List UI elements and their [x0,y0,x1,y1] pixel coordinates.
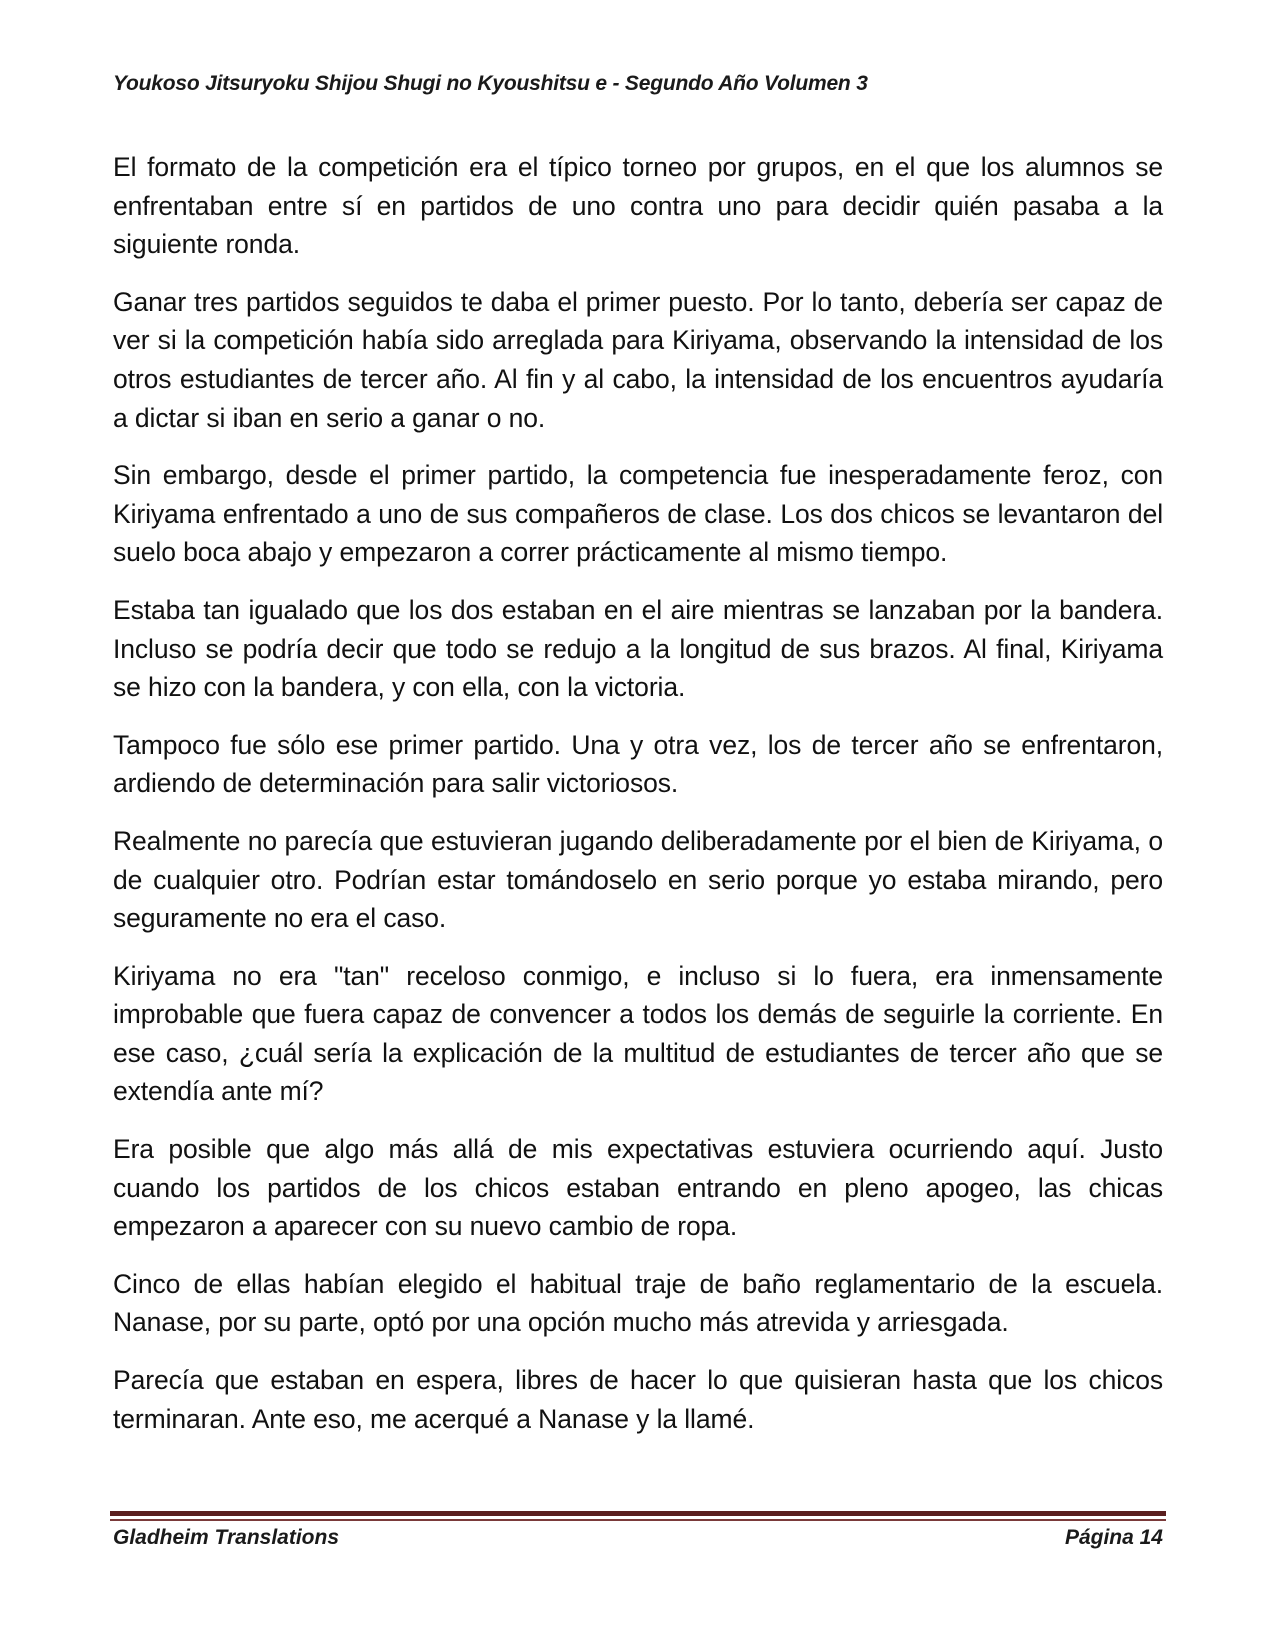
paragraph-6: Realmente no parecía que estuvieran jugando deliberadamente por el bien de Kiriyama, o de cualquier otro. Podrían estar tomándoselo en serio porque yo estaba mirando, pero seguramente no era el caso. [113,825,1163,934]
footer-page-number: Página 14 [1064,1526,1163,1549]
paragraph-1: El formato de la competición era el típico torneo por grupos, en el que los alumnos se enfrentaban entre sí en partidos de uno contra uno para decidir quién pasaba a la siguiente ronda. [113,152,1163,260]
paragraph-10: Parecía que estaban en espera, libres de hacer lo que quisieran hasta que los chicos terminaran. Ante eso, me acerqué a Nanase y la llamé. [113,1365,1163,1434]
footer-translator-credit: Gladheim Translations [113,1526,340,1549]
footer-divider-thin [110,1519,1166,1521]
paragraph-8: Era posible que algo más allá de mis expectativas estuviera ocurriendo aquí. Justo cuando los partidos de los chicos estaban entrando en pleno apogeo, las chicas empezaron a aparecer con su nuevo cambio de ropa. [113,1134,1163,1242]
footer-divider-thick [110,1511,1166,1516]
paragraph-3: Sin embargo, desde el primer partido, la competencia fue inesperadamente feroz, con Kiriyama enfrentado a uno de sus compañeros de clase. Los dos chicos se levantaron del suelo boca abajo y empezaron a correr prácticamente al mismo tiempo. [113,460,1163,568]
paragraph-7: Kiriyama no era "tan" receloso conmigo, e incluso si lo fuera, era inmensamente improbable que fuera capaz de convencer a todos los demás de seguirle la corriente. En ese caso, ¿cuál sería la explicación de la multitud de estudiantes de tercer año que se extendía ante mí? [113,960,1163,1107]
body-text [113,148,1163,1457]
page-header-title: Youkoso Jitsuryoku Shijou Shugi no Kyoushitsu e - Segundo Año Volumen 3 [113,72,868,95]
paragraph-5: Tampoco fue sólo ese primer partido. Una y otra vez, los de tercer año se enfrentaron, ardiendo de determinación para salir victoriosos. [113,729,1163,799]
paragraph-9: Cinco de ellas habían elegido el habitual traje de baño reglamentario de la escuela. Nanase, por su parte, optó por una opción mucho más atrevida y arriesgada. [113,1268,1163,1338]
paragraph-2: Ganar tres partidos seguidos te daba el primer puesto. Por lo tanto, debería ser capaz de ver si la competición había sido arreglada para Kiriyama, observando la intensidad de los otros estudiantes de tercer año. Al fin y al cabo, la intensidad de los encuentros ayudaría a dictar si iban en serio a ganar o no. [113,286,1163,433]
paragraph-4: Estaba tan igualado que los dos estaban en el aire mientras se lanzaban por la bandera. Incluso se podría decir que todo se redujo a la longitud de sus brazos. Al final, Kiriyama se hizo con la bandera, y con ella, con la victoria. [113,594,1163,703]
